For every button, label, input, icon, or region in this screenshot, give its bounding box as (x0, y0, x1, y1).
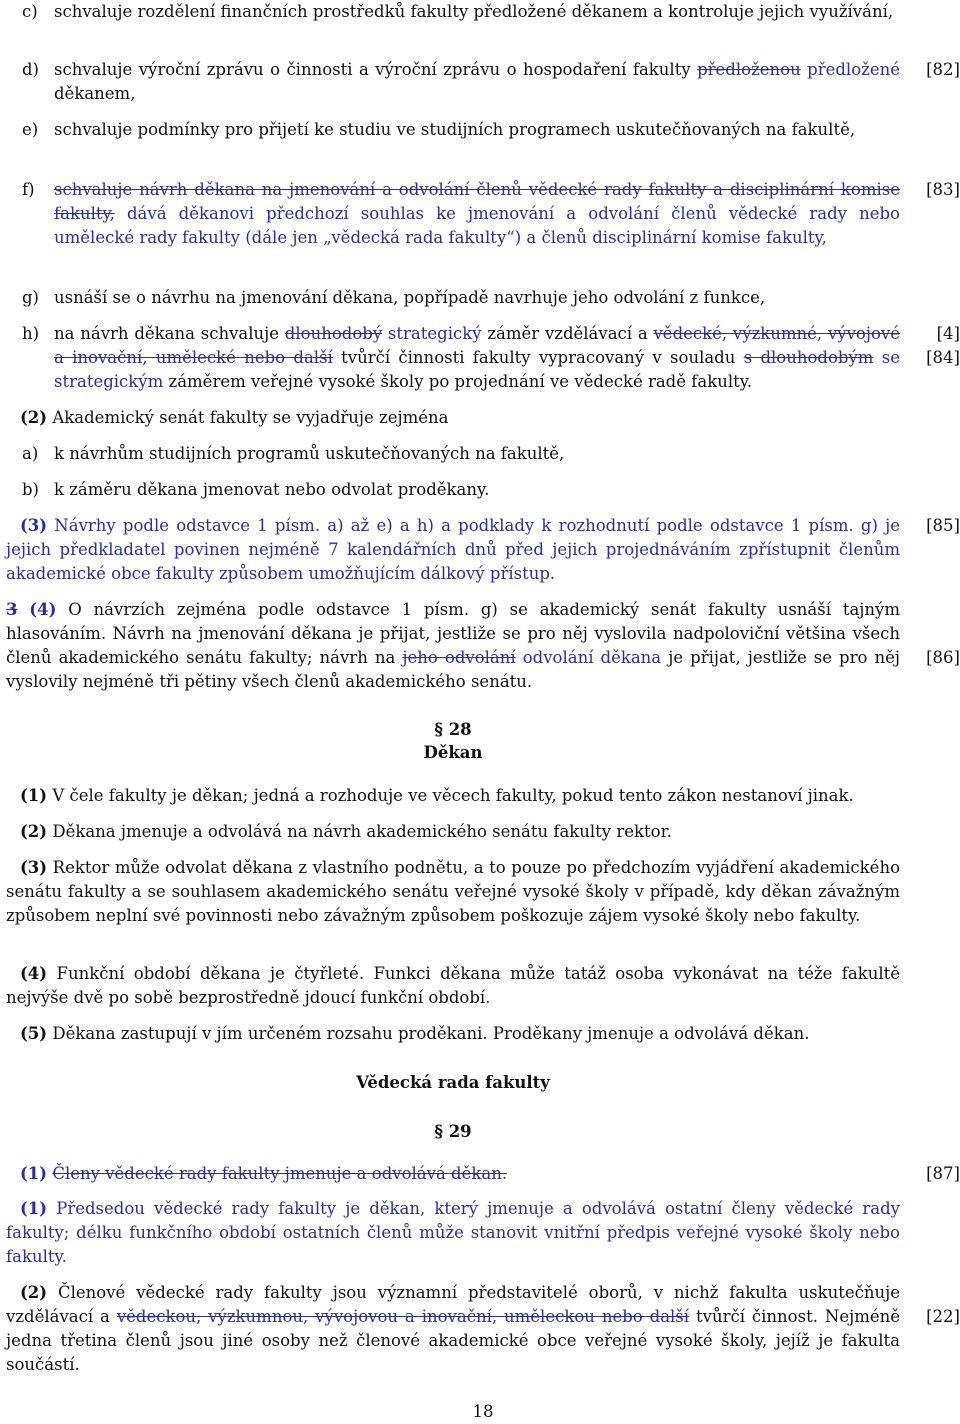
item-label: e) (22, 120, 39, 139)
text-run: O návrzích zejména podle odstavce 1 písm. g) se akademický senát fakulty usnáší tajným hlasováním. Návrh na jmenování děkana je přijat, jestliže se pro něj vyslovila nadpoloviční většina všech členů akademického senátu fakulty; návrh na (6, 600, 900, 667)
margin-ref: [83] (926, 180, 960, 199)
s28-paragraph-3 (6, 856, 900, 928)
item-text: k návrhům studijních programů uskutečňovaných na fakultě, (54, 444, 565, 463)
paragraph-text: Předsedou vědecké rady fakulty je děkan, který jmenuje a odvolává ostatní členy vědecké rady fakulty; délku funkčního období ostatních členů může stanovit vnitřní předpis veřejné vysoké školy nebo fakulty. (6, 1199, 900, 1266)
text-run: na návrh děkana schvaluje (54, 324, 285, 343)
deleted-text: vědeckou, výzkumnou, vývojovou a inovační, uměleckou nebo další (116, 1307, 690, 1326)
deleted-text: schvaluje návrh děkana na jmenování a odvolání členů vědecké rady fakulty a disciplinární komise fakulty, (54, 180, 900, 223)
paragraph-2 (6, 406, 900, 430)
paragraph-number: (3) (20, 516, 48, 535)
deleted-text: s dlouhodobým (743, 348, 874, 367)
paragraph-text: Rektor může odvolat děkana z vlastního podnětu, a to pouze po předchozím vyjádření akademického senátu fakulty a se souhlasem akademického senátu veřejné vysoké školy v případě, kdy děkan závažným způsobem neplní své povinnosti nebo závažným způsobem poškozuje zájem vysoké školy nebo fakulty. (6, 858, 900, 925)
paragraph-number: (4) (29, 600, 57, 619)
deleted-text: jeho odvolání (402, 648, 516, 667)
paragraph-3 (6, 514, 900, 586)
text-run: tvůrčí činnost. Nejméně jedna třetina členů jsou jiné osoby než členové akademické obce veřejné vysoké školy, jejíž je fakulta součástí. (6, 1307, 900, 1374)
subsection-title: Vědecká rada fakulty (356, 1073, 550, 1092)
text-run: schvaluje výroční zprávu o činnosti a výroční zprávu o hospodaření fakulty (54, 60, 698, 79)
deleted-text: vědecké, výzkumné, vývojové a inovační, umělecké nebo další (54, 324, 900, 367)
item-label: c) (22, 2, 38, 21)
item-text (54, 322, 900, 394)
paragraph-text: V čele fakulty je děkan; jedná a rozhoduje ve věcech fakulty, pokud tento zákon nestanoví jinak. (47, 786, 854, 805)
paragraph-number: (2) (20, 1283, 48, 1302)
inserted-text: odvolání děkana (515, 648, 662, 667)
paragraph-text: Děkana zastupují v jím určeném rozsahu proděkani. Proděkany jmenuje a odvolává děkan. (47, 1024, 810, 1043)
item-label: g) (22, 288, 39, 307)
paragraph-number: (2) (20, 408, 48, 427)
text-run: záměrem veřejné vysoké školy po projednání ve vědecké radě fakulty. (163, 372, 753, 391)
item-label: d) (22, 60, 39, 79)
s28-paragraph-1 (6, 784, 900, 808)
paragraph-4 (6, 598, 900, 694)
section-heading: § 28 (434, 720, 472, 739)
text-run: tvůrčí činnosti fakulty vypracovaný v souladu (332, 348, 744, 367)
list-item-e (6, 118, 900, 142)
s29-paragraph-1-deleted (6, 1162, 900, 1186)
paragraph-number: (2) (20, 822, 48, 841)
item-text: schvaluje rozdělení finančních prostředků fakulty předložené děkanem a kontroluje jejich využívání, (54, 2, 894, 21)
paragraph-text: Děkana jmenuje a odvolává na návrh akademického senátu fakulty rektor. (47, 822, 672, 841)
paragraph-number: (3) (20, 858, 48, 877)
list-item-g (6, 286, 900, 310)
deleted-text: předloženou (697, 60, 801, 79)
document-page (6, 0, 960, 1420)
item-text: usnáší se o návrhu na jmenování děkana, popřípadě navrhuje jeho odvolání z funkce, (54, 288, 766, 307)
text-run: záměr vzdělávací a (481, 324, 654, 343)
margin-ref: [86] (926, 648, 960, 667)
text-run: je přijat, jestliže se pro něj vyslovily nejméně tři pětiny všech členů akademického senátu. (6, 648, 900, 691)
deleted-text: Členy vědecké rady fakulty jmenuje a odvolává děkan. (52, 1164, 508, 1183)
margin-ref: [87] (926, 1164, 960, 1183)
paragraph-number: (1) (20, 1199, 48, 1218)
paragraph-number: (1) (20, 786, 48, 805)
margin-ref: [22] (926, 1307, 960, 1326)
list-item-b (6, 478, 900, 502)
item-text (54, 178, 900, 250)
item-label: f) (22, 180, 35, 199)
s29-paragraph-1-inserted (6, 1197, 900, 1269)
item-text (54, 58, 900, 106)
inserted-text: předložené (800, 60, 900, 79)
section-title: Děkan (423, 743, 483, 762)
item-text: schvaluje podmínky pro přijetí ke studiu ve studijních programech uskutečňovaných na fakultě, (54, 120, 856, 139)
paragraph-text: Funkční období děkana je čtyřleté. Funkci děkana může tatáž osoba vykonávat na téže fakultě nejvýše dvě po sobě bezprostředně jdoucí funkční období. (6, 964, 900, 1007)
list-item-h (6, 322, 900, 394)
inserted-text: se strategickým (54, 348, 900, 391)
s28-paragraph-4 (6, 962, 900, 1010)
deleted-text: dlouhodobý (284, 324, 383, 343)
margin-ref: [4] (936, 324, 960, 343)
inserted-text: dává děkanovi předchozí souhlas ke jmenování a odvolání členů vědecké rady nebo umělecké rady fakulty (dále jen „vědecká rada fakulty“) a členů disciplinární komise fakulty, (54, 204, 900, 247)
list-item-d (6, 58, 900, 106)
page-number: 18 (472, 1402, 494, 1421)
list-item-a (6, 442, 900, 466)
text-run: Členové vědecké rady fakulty jsou významní představitelé oborů, v nichž fakulta uskutečňuje vzdělávací a (6, 1283, 900, 1326)
item-label: b) (22, 480, 39, 499)
list-item-f (6, 178, 900, 250)
paragraph-number: (4) (20, 964, 48, 983)
paragraph-number: (5) (20, 1024, 48, 1043)
list-item-c (6, 0, 900, 24)
s28-paragraph-2 (6, 820, 900, 844)
paragraph-number: (1) (20, 1164, 48, 1183)
paragraph-text: Návrhy podle odstavce 1 písm. a) až e) a h) a podklady k rozhodnutí podle odstavce 1 písm. g) je jejich předkladatel povinen nejméně 7 kalendářních dnů před jejich projednáváním zpřístupnit členům akademické obce fakulty způsobem umožňujícím dálkový přístup. (6, 516, 900, 583)
deleted-number: 3 (6, 600, 18, 619)
margin-ref: [82] (926, 60, 960, 79)
item-text: k záměru děkana jmenovat nebo odvolat proděkany. (54, 480, 490, 499)
s29-paragraph-2 (6, 1281, 900, 1377)
item-label: a) (22, 444, 39, 463)
section-heading: § 29 (434, 1122, 472, 1141)
margin-ref: [85] (926, 516, 960, 535)
margin-ref: [84] (926, 348, 960, 367)
paragraph-text: Akademický senát fakulty se vyjadřuje zejména (52, 408, 449, 427)
text-run: děkanem, (54, 84, 136, 103)
item-label: h) (22, 324, 40, 343)
inserted-text: strategický (382, 324, 482, 343)
s28-paragraph-5 (6, 1022, 900, 1046)
